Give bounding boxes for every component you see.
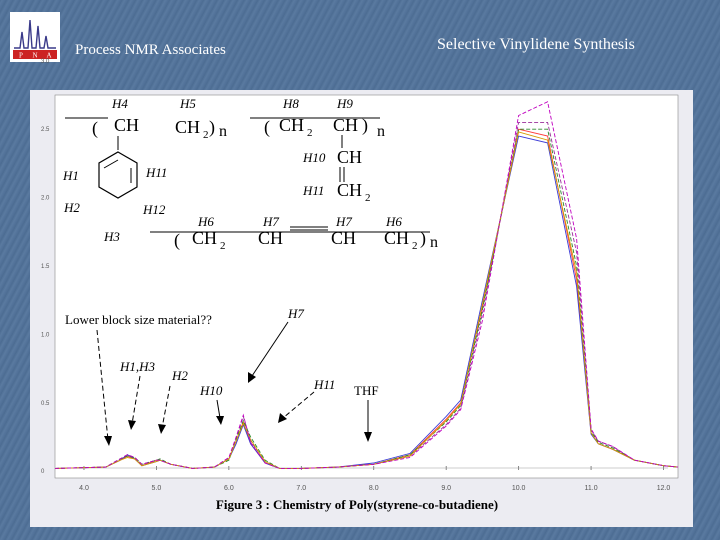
x-tick-label: 7.0 xyxy=(296,485,307,492)
y-tick-label: 0.5 xyxy=(41,400,50,407)
butadiene-ch2b: CH xyxy=(384,228,410,248)
y-tick-label: 2.5 xyxy=(41,127,50,134)
paren-close: ) xyxy=(209,117,215,137)
label-h6: H6 xyxy=(198,214,214,229)
subscript-n: n xyxy=(219,123,227,140)
y-tick-label: 3.0 xyxy=(41,58,50,65)
logo-letter-a: A xyxy=(46,51,52,60)
x-tick-label: 11.0 xyxy=(584,485,598,492)
label-h1: H1 xyxy=(63,168,79,183)
label-h5: H5 xyxy=(180,96,196,111)
vinyl-sub2-end: 2 xyxy=(365,192,371,204)
annotation-h1h3: H1,H3 xyxy=(120,359,156,374)
plot-area xyxy=(55,95,678,478)
annotation-lower-block: Lower block size material?? xyxy=(65,312,212,327)
vinyl-ch: CH xyxy=(333,115,359,135)
label-h12: H12 xyxy=(143,202,166,217)
label-h2: H2 xyxy=(64,200,80,215)
butadiene-sub2b: 2 xyxy=(412,240,418,252)
paren-open: ( xyxy=(174,230,180,250)
x-tick-label: 10.0 xyxy=(511,485,526,492)
styrene-ch2: CH xyxy=(175,117,201,137)
styrene-sub2: 2 xyxy=(203,129,209,141)
annotation-h2: H2 xyxy=(172,368,188,383)
paren-open: ( xyxy=(264,117,270,137)
label-h7b: H7 xyxy=(336,214,352,229)
paren-close: ) xyxy=(362,115,368,135)
annotation-thf: THF xyxy=(354,383,379,398)
vinyl-ch2: CH xyxy=(279,115,305,135)
x-tick-label: 8.0 xyxy=(368,485,379,492)
label-h7a: H7 xyxy=(263,214,279,229)
logo-letter-n: N xyxy=(32,51,38,60)
butadiene-sub2a: 2 xyxy=(220,240,226,252)
butadiene-chb: CH xyxy=(331,228,357,248)
butadiene-cha: CH xyxy=(258,228,284,248)
paren-open: ( xyxy=(92,118,98,138)
x-tick-label: 4.0 xyxy=(79,485,89,492)
vinyl-sub2: 2 xyxy=(307,127,313,139)
butadiene-ch2a: CH xyxy=(192,228,218,248)
annotation-h10: H10 xyxy=(200,383,223,398)
company-name: Process NMR Associates xyxy=(75,42,226,58)
label-h6b: H6 xyxy=(386,214,402,229)
y-tick-label: 2.0 xyxy=(41,195,50,202)
annotation-h11: H11 xyxy=(314,377,336,392)
y-tick-label: 1.0 xyxy=(41,332,50,339)
logo-letter-p: P xyxy=(19,51,23,60)
label-h4: H4 xyxy=(112,96,128,111)
subscript-n: n xyxy=(430,234,438,251)
label-h11-ring: H11 xyxy=(146,165,168,180)
y-tick-label: 1.5 xyxy=(41,263,50,270)
paren-close: ) xyxy=(420,228,426,248)
x-tick-label: 9.0 xyxy=(441,485,452,492)
slide-title: Selective Vinylidene Synthesis xyxy=(437,36,635,53)
x-tick-label: 12.0 xyxy=(656,485,671,492)
annotation-h7: H7 xyxy=(288,306,304,321)
chart-title: Figure 3 : Chemistry of Poly(styrene-co-butadiene) xyxy=(215,497,499,512)
styrene-ch: CH xyxy=(114,115,140,135)
vinyl-chh: CH xyxy=(337,147,363,167)
label-h11: H11 xyxy=(303,183,325,198)
y-tick-label: 0 xyxy=(41,469,45,476)
subscript-n: n xyxy=(377,123,385,140)
label-h10: H10 xyxy=(303,150,326,165)
x-tick-label: 5.0 xyxy=(151,485,162,492)
label-h3: H3 xyxy=(104,229,120,244)
label-h9: H9 xyxy=(337,96,353,111)
label-h8: H8 xyxy=(283,96,299,111)
x-tick-label: 6.0 xyxy=(223,485,234,492)
vinyl-ch2-end: CH xyxy=(337,180,363,200)
